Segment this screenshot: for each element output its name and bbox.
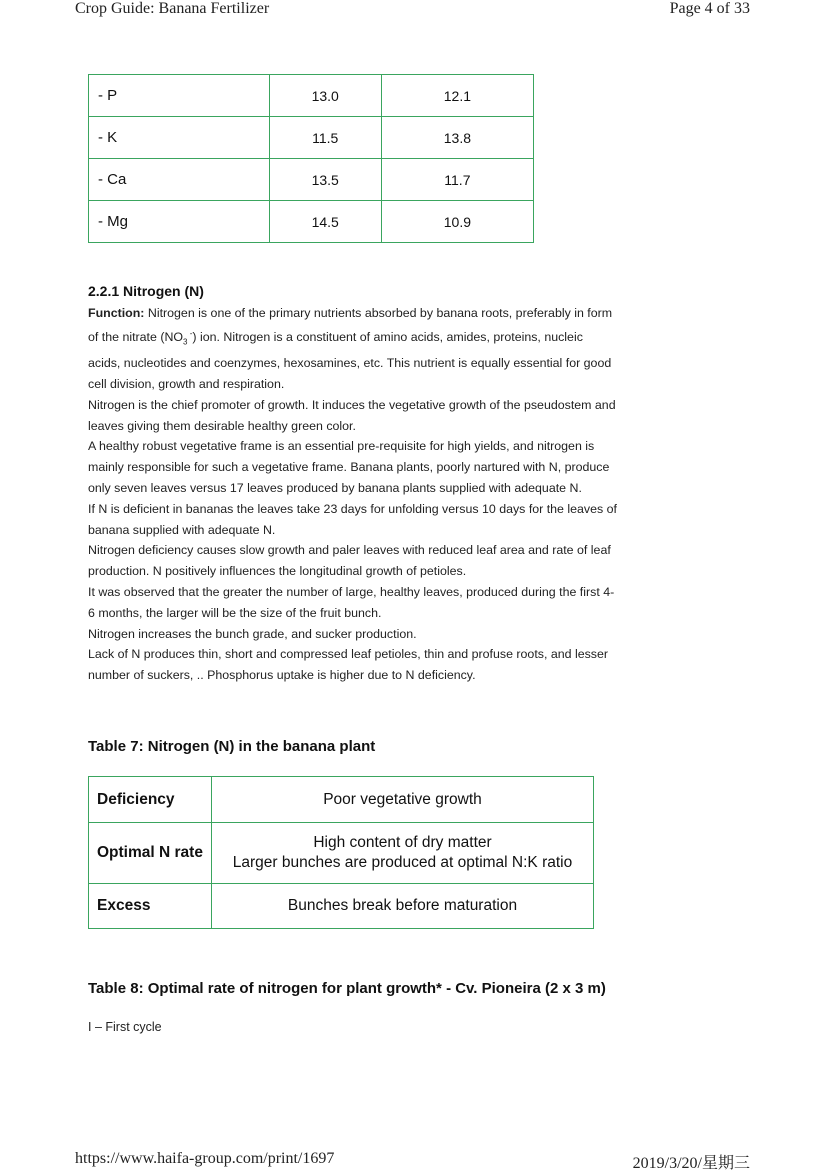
function-label: Function: xyxy=(88,306,145,320)
table-value-cell xyxy=(212,823,594,884)
table7-title: Table 7: Nitrogen (N) in the banana plant xyxy=(88,738,376,755)
paragraph: Nitrogen increases the bunch grade, and sucker production. xyxy=(88,626,417,641)
paragraph: If N is deficient in bananas the leaves take 23 days for unfolding versus 10 days for the leaves of banana supplied with adequate N. xyxy=(88,501,617,537)
table-cell: - K xyxy=(89,117,270,159)
paragraph: A healthy robust vegetative frame is an essential pre-requisite for high yields, and nitrogen is mainly responsible for such a vegetative frame. Banana plants, poorly nartured with N, produce only seven leaves versus 17 leaves produced by banana plants supplied with adequate N. xyxy=(88,439,610,495)
table-cell: - P xyxy=(89,75,270,117)
superscript: - xyxy=(187,328,193,338)
table-key-cell: Optimal N rate xyxy=(89,823,212,884)
table-cell: 11.7 xyxy=(381,159,533,201)
function-paragraph xyxy=(88,303,618,395)
table-cell: 14.5 xyxy=(269,201,381,243)
table-cell: 13.5 xyxy=(269,159,381,201)
table-cell: 13.0 xyxy=(269,75,381,117)
table-cell: - Ca xyxy=(89,159,270,201)
table-row xyxy=(89,884,594,929)
table-cell: - Mg xyxy=(89,201,270,243)
paragraph: Lack of N produces thin, short and compressed leaf petioles, thin and profuse roots, and lesser number of suckers, .. Phosphorus uptake is higher due to N deficiency. xyxy=(88,647,609,683)
table-key-cell: Deficiency xyxy=(89,777,212,823)
paragraph-text: Nitrogen is one of the primary nutrients absorbed by banana roots, preferably in form of the nitrate (NO xyxy=(88,306,613,344)
cell-line: Larger bunches are produced at optimal N:K ratio xyxy=(232,854,573,871)
table-row xyxy=(89,117,534,159)
table8-note: I – First cycle xyxy=(88,1020,162,1034)
footer-date: 2019/3/20/星期三 xyxy=(632,1155,750,1172)
section-body xyxy=(88,303,618,686)
page-number: Page 4 of 33 xyxy=(669,0,750,17)
cell-line: Poor vegetative growth xyxy=(323,790,482,808)
cell-line: Bunches break before maturation xyxy=(287,897,518,914)
table-cell: 11.5 xyxy=(269,117,381,159)
table-row xyxy=(89,777,594,823)
table-value-cell xyxy=(212,777,594,823)
cell-line: High content of dry matter xyxy=(313,834,492,851)
paragraph-text: ) ion. Nitrogen is a constituent of amino acids, amides, proteins, nucleic acids, nucleotides and coenzymes, hexosamines, etc. This nutrient is equally essential for good cell division, growth and respiration. xyxy=(88,329,612,391)
subscript: 3 xyxy=(183,337,188,347)
table8-title: Table 8: Optimal rate of nitrogen for plant growth* - Cv. Pioneira (2 x 3 m) xyxy=(88,980,606,997)
table-cell: 13.8 xyxy=(381,117,533,159)
nitrogen-table xyxy=(88,776,594,929)
table-row xyxy=(89,75,534,117)
table-cell: 12.1 xyxy=(381,75,533,117)
table-row xyxy=(89,823,594,884)
section-heading: 2.2.1 Nitrogen (N) xyxy=(88,283,204,299)
table-row xyxy=(89,201,534,243)
table-cell: 10.9 xyxy=(381,201,533,243)
paragraph: It was observed that the greater the number of large, healthy leaves, produced during the first 4-6 months, the larger will be the size of the fruit bunch. xyxy=(88,584,615,620)
paragraph: Nitrogen deficiency causes slow growth and paler leaves with reduced leaf area and rate of leaf production. N positively influences the longitudinal growth of petioles. xyxy=(88,543,611,579)
footer-url: https://www.haifa-group.com/print/1697 xyxy=(75,1150,335,1167)
table-value-cell xyxy=(212,884,594,929)
table-row xyxy=(89,159,534,201)
paragraph: Nitrogen is the chief promoter of growth. It induces the vegetative growth of the pseudostem and leaves giving them desirable healthy green color. xyxy=(88,397,616,433)
doc-header-title: Crop Guide: Banana Fertilizer xyxy=(75,0,270,17)
table-key-cell: Excess xyxy=(89,884,212,929)
nutrient-table xyxy=(88,74,534,243)
